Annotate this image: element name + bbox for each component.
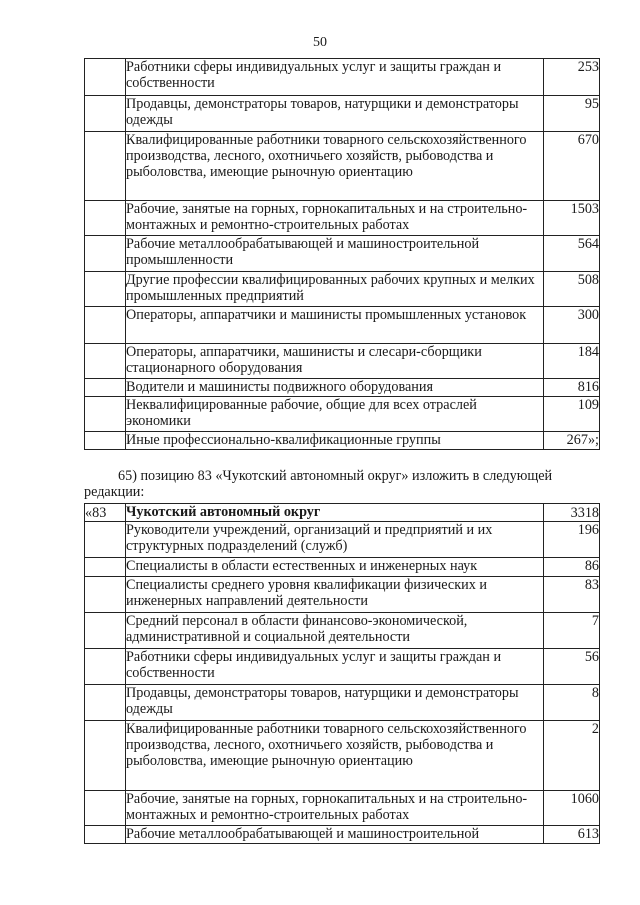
- table-row: [85, 59, 600, 96]
- occupation-group: Операторы, аппаратчики, машинисты и слесари-сборщики стационарного оборудования: [126, 344, 544, 379]
- table-row: [85, 649, 600, 685]
- occupation-group: Специалисты среднего уровня квалификации физических и инженерных направлений деятельности: [126, 577, 544, 613]
- occupation-group: Квалифицированные работники товарного сельскохозяйственного производства, лесного, охотничьего хозяйств, рыбоводства и рыболовства, имеющие рыночную ориентацию: [126, 132, 544, 201]
- worker-count: 253: [544, 59, 600, 96]
- occupation-group: Водители и машинисты подвижного оборудования: [126, 379, 544, 397]
- worker-count: 95: [544, 96, 600, 132]
- row-code: [85, 397, 126, 432]
- occupation-group: Продавцы, демонстраторы товаров, натурщики и демонстраторы одежды: [126, 685, 544, 721]
- worker-count: 1503: [544, 201, 600, 236]
- table-row: [85, 272, 600, 307]
- row-code: [85, 236, 126, 272]
- page-number: 50: [313, 35, 327, 50]
- amendment-text: 65) позицию 83 «Чукотский автономный округ» изложить в следующей редакции:: [84, 468, 553, 500]
- row-code: [85, 272, 126, 307]
- table-before: [84, 58, 600, 450]
- table-row: [85, 201, 600, 236]
- worker-count: 1060: [544, 791, 600, 826]
- worker-count: 267»;: [544, 432, 600, 450]
- row-code: [85, 791, 126, 826]
- row-code: [85, 649, 126, 685]
- occupation-group: Работники сферы индивидуальных услуг и защиты граждан и собственности: [126, 59, 544, 96]
- table-row: [85, 558, 600, 577]
- table-row: [85, 826, 600, 844]
- row-code: [85, 558, 126, 577]
- worker-count: 7: [544, 613, 600, 649]
- row-code: [85, 577, 126, 613]
- worker-count: 196: [544, 522, 600, 558]
- worker-count: 2: [544, 721, 600, 791]
- table-row: [85, 344, 600, 379]
- row-code: [85, 721, 126, 791]
- row-code: [85, 344, 126, 379]
- occupation-group: Квалифицированные работники товарного сельскохозяйственного производства, лесного, охотничьего хозяйств, рыбоводства и рыболовства, имеющие рыночную ориентацию: [126, 721, 544, 791]
- table-row: [85, 613, 600, 649]
- row-code: [85, 522, 126, 558]
- occupation-group: Чукотский автономный округ: [126, 504, 544, 522]
- worker-count: 300: [544, 307, 600, 344]
- worker-count: 8: [544, 685, 600, 721]
- row-code: [85, 201, 126, 236]
- table-row: [85, 504, 600, 522]
- occupation-group: Операторы, аппаратчики и машинисты промышленных установок: [126, 307, 544, 344]
- worker-count: 109: [544, 397, 600, 432]
- table-row: [85, 397, 600, 432]
- occupation-group: Рабочие, занятые на горных, горнокапитальных и на строительно-монтажных и ремонтно-строительных работах: [126, 201, 544, 236]
- table-before-body: [85, 59, 600, 450]
- worker-count: 816: [544, 379, 600, 397]
- occupation-group: Рабочие металлообрабатывающей и машиностроительной: [126, 826, 544, 844]
- occupation-group: Специалисты в области естественных и инженерных наук: [126, 558, 544, 577]
- row-code: [85, 826, 126, 844]
- worker-count: 508: [544, 272, 600, 307]
- occupation-group: Рабочие металлообрабатывающей и машиностроительной промышленности: [126, 236, 544, 272]
- table-chukotka: [84, 503, 600, 844]
- occupation-group: Руководители учреждений, организаций и предприятий и их структурных подразделений (служб): [126, 522, 544, 558]
- occupation-group: Рабочие, занятые на горных, горнокапитальных и на строительно-монтажных и ремонтно-строительных работах: [126, 791, 544, 826]
- worker-count: 184: [544, 344, 600, 379]
- worker-count: 3318: [544, 504, 600, 522]
- row-code: [85, 613, 126, 649]
- table-row: [85, 721, 600, 791]
- occupation-group: Другие профессии квалифицированных рабочих крупных и мелких промышленных предприятий: [126, 272, 544, 307]
- table-row: [85, 132, 600, 201]
- row-code: [85, 59, 126, 96]
- occupation-group: Неквалифицированные рабочие, общие для всех отраслей экономики: [126, 397, 544, 432]
- row-code: [85, 432, 126, 450]
- row-code: «83: [85, 504, 126, 522]
- table-row: [85, 685, 600, 721]
- table-row: [85, 236, 600, 272]
- worker-count: 564: [544, 236, 600, 272]
- table-row: [85, 577, 600, 613]
- row-code: [85, 685, 126, 721]
- table-row: [85, 379, 600, 397]
- worker-count: 670: [544, 132, 600, 201]
- table-row: [85, 432, 600, 450]
- occupation-group: Работники сферы индивидуальных услуг и защиты граждан и собственности: [126, 649, 544, 685]
- table-row: [85, 791, 600, 826]
- row-code: [85, 307, 126, 344]
- occupation-group: Средний персонал в области финансово-экономической, административной и социальной деятельности: [126, 613, 544, 649]
- worker-count: 613: [544, 826, 600, 844]
- table-row: [85, 522, 600, 558]
- amendment-paragraph: [84, 468, 597, 500]
- row-code: [85, 379, 126, 397]
- row-code: [85, 96, 126, 132]
- occupation-group: Иные профессионально-квалификационные группы: [126, 432, 544, 450]
- table-chukotka-body: [85, 504, 600, 844]
- worker-count: 83: [544, 577, 600, 613]
- worker-count: 56: [544, 649, 600, 685]
- table-row: [85, 307, 600, 344]
- table-row: [85, 96, 600, 132]
- occupation-group: Продавцы, демонстраторы товаров, натурщики и демонстраторы одежды: [126, 96, 544, 132]
- row-code: [85, 132, 126, 201]
- worker-count: 86: [544, 558, 600, 577]
